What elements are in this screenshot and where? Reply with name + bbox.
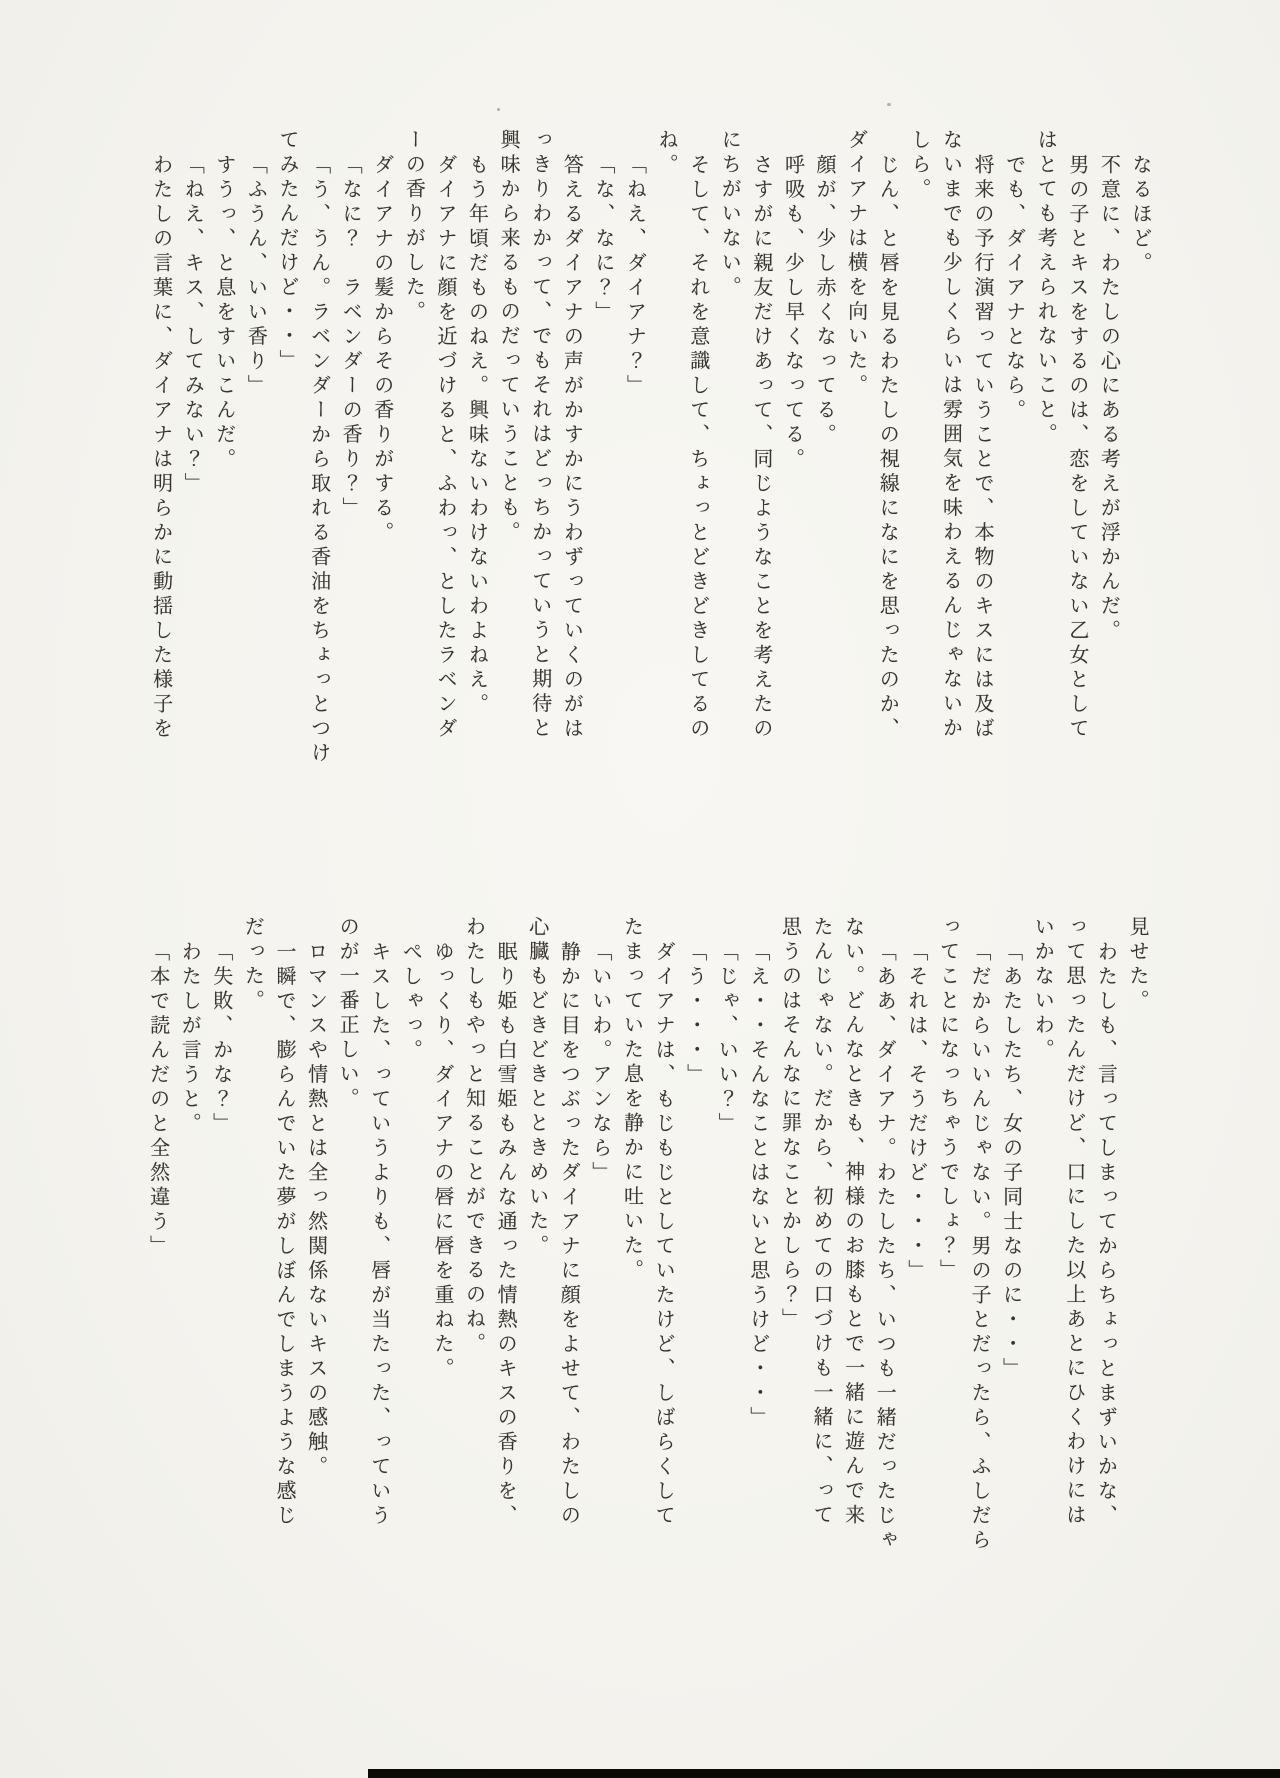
text-line: ーの香りがした。 — [402, 129, 427, 325]
text-line: 男の子とキスをするのは、恋をしていない乙女として — [1065, 153, 1090, 742]
text-line: ロマンスや情熱とは全っ然関係ないキスの感触。 — [304, 940, 329, 1480]
passage-bottom — [142, 916, 1153, 1556]
text-line: さすがに親友だけあって、同じようなことを考えたの — [749, 153, 774, 742]
text-line: しら。 — [907, 129, 932, 203]
text-line: 「う・・・」 — [683, 940, 708, 1088]
scan-speck — [887, 103, 891, 106]
text-line: なるほど。 — [1129, 153, 1153, 276]
text-line: 「いいわ。アンなら」 — [588, 940, 613, 1186]
text-line: ないまでも少しくらいは雰囲気を味わえるんじゃないか — [939, 129, 964, 742]
text-line: キスした、っていうよりも、唇が当たった、っていう — [367, 940, 392, 1529]
text-line: てみたんだけど・・」 — [275, 129, 300, 374]
text-line: 一瞬で、膨らんでいた夢がしぼんでしまうような感じ — [272, 940, 297, 1529]
text-line: そして、それを意識して、ちょっとどきどきしてるの — [686, 153, 711, 742]
text-line: 顔が、少し赤くなってる。 — [813, 153, 838, 448]
text-line: すうっ、と息をすいこんだ。 — [212, 153, 237, 472]
text-line: ダイアナは横を向いた。 — [844, 129, 869, 399]
text-line: たんじゃない。だから、初めての口づけも一緒に、って — [810, 916, 835, 1529]
scan-speck — [497, 108, 500, 111]
text-line: わたしが言うと。 — [178, 940, 203, 1137]
text-line: 「ふうん、いい香り」 — [244, 153, 269, 399]
passage-top — [145, 129, 1156, 789]
text-line: 興味から来るものだっていうことも。 — [497, 129, 522, 546]
text-line: 「う、うん。ラベンダーから取れる香油をちょっとつけ — [307, 153, 332, 766]
text-line: 「ああ、ダイアナ。わたしたち、いつも一緒だったじゃ — [873, 940, 898, 1553]
text-line: ってことになっちゃうでしょ？」 — [936, 916, 961, 1284]
text-line: だった。 — [241, 916, 266, 1014]
text-line: わたしも、言ってしまってからちょっとまずいかな、 — [1094, 940, 1119, 1529]
text-line: 心臓もどきどきとときめいた。 — [525, 916, 550, 1259]
text-line: 「ねえ、ダイアナ？」 — [623, 153, 648, 399]
text-line: ダイアナの髪からその香りがする。 — [370, 153, 395, 546]
text-line: 「失敗、かな？」 — [209, 940, 234, 1137]
text-line: じん、と唇を見るわたしの視線になにを思ったのか、 — [876, 153, 901, 742]
text-line: でも、ダイアナとなら。 — [1002, 153, 1027, 423]
text-line: ゆっくり、ダイアナの唇に唇を重ねた。 — [430, 940, 455, 1382]
text-line: 「な、なに？」 — [591, 153, 616, 325]
text-line: ダイアナに顔を近づけると、ふわっ、としたラベンダ — [433, 153, 458, 742]
text-line: ない。どんなときも、神様のお膝もとで一緒に遊んで来 — [841, 916, 866, 1529]
text-line: にちがいない。 — [718, 129, 743, 301]
text-line: 不意に、わたしの心にある考えが浮かんだ。 — [1097, 153, 1122, 644]
text-line: 「なに？ ラベンダーの香り？」 — [339, 153, 364, 521]
text-line: 「あたしたち、女の子同士なのに・・」 — [999, 940, 1024, 1382]
text-line: わたしの言葉に、ダイアナは明らかに動揺した様子を — [149, 153, 174, 742]
text-line: はとても考えられないこと。 — [1034, 129, 1059, 448]
text-line: わたしもやっと知ることができるのね。 — [462, 916, 487, 1357]
scan-edge-artifact — [368, 1769, 1280, 1778]
text-line: のが一番正しい。 — [336, 916, 361, 1112]
text-line: もう年頃だものねえ。興味ないわけないわよねえ。 — [465, 153, 490, 717]
text-line: いかないわ。 — [1031, 916, 1056, 1063]
text-line: 見せた。 — [1126, 916, 1150, 1014]
text-line: 眠り姫も白雪姫もみんな通った情熱のキスの香りを、 — [494, 940, 519, 1529]
text-line: って思ったんだけど、口にした以上あとにひくわけには — [1062, 916, 1087, 1529]
text-line: っきりわかって、でもそれはどっちかっていうと期待と — [528, 129, 553, 742]
text-line: 答えるダイアナの声がかすかにうわずっていくのがは — [560, 153, 585, 742]
text-line: ね。 — [655, 129, 680, 178]
text-line: 将来の予行演習っていうことで、本物のキスには及ば — [971, 153, 996, 742]
text-line: 思うのはそんなに罪なことかしら？」 — [778, 916, 803, 1333]
text-line: 静かに目をつぶったダイアナに顔をよせて、わたしの — [557, 940, 582, 1529]
text-line: 「ねえ、キス、してみない？」 — [181, 153, 206, 497]
text-line: 「え・・そんなことはないと思うけど・・」 — [746, 940, 771, 1431]
text-line: 「だからいいんじゃない。男の子とだったら、ふしだら — [968, 940, 993, 1553]
text-line: ぺしゃっ。 — [399, 940, 424, 1063]
text-line: たまっていた息を静かに吐いた。 — [620, 916, 645, 1284]
text-line: 「それは、そうだけど・・・」 — [904, 940, 929, 1284]
text-line: 「本で読んだのと全然違う」 — [146, 940, 171, 1259]
text-line: ダイアナは、もじもじとしていたけど、しばらくして — [652, 940, 677, 1529]
text-line: 呼吸も、少し早くなってる。 — [781, 153, 806, 472]
text-line: 「じゃ、いい？」 — [715, 940, 740, 1137]
